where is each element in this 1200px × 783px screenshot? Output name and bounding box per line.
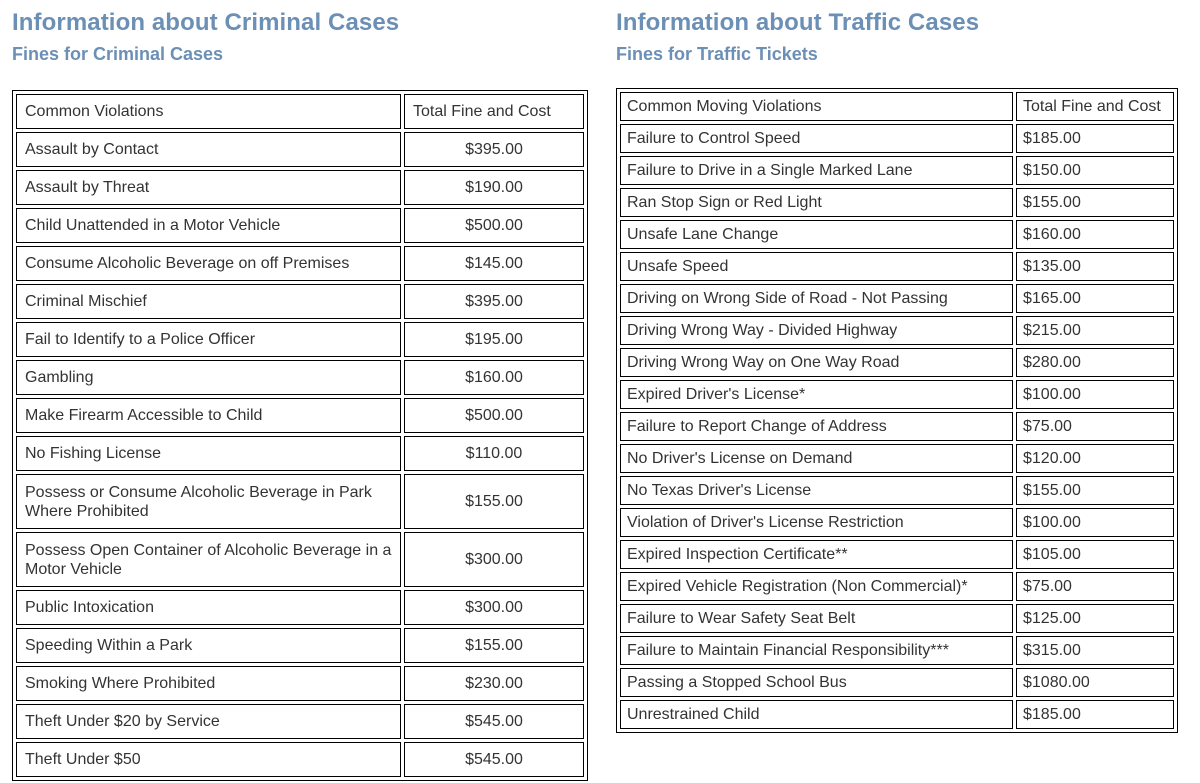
fine-cell: $230.00 — [404, 666, 584, 701]
fine-cell: $135.00 — [1016, 252, 1174, 281]
table-row — [620, 252, 1174, 281]
table-row — [16, 742, 584, 777]
table-row — [16, 666, 584, 701]
violation-cell: Unrestrained Child — [620, 700, 1013, 729]
fine-cell: $185.00 — [1016, 124, 1174, 153]
table-row — [16, 360, 584, 395]
violation-cell: Expired Inspection Certificate** — [620, 540, 1013, 569]
fine-cell: $160.00 — [1016, 220, 1174, 249]
fine-cell: $545.00 — [404, 704, 584, 739]
table-row — [620, 572, 1174, 601]
criminal-fines-subheading: Fines for Criminal Cases — [12, 44, 224, 64]
violation-cell: No Fishing License — [16, 436, 401, 471]
violation-cell: Fail to Identify to a Police Officer — [16, 322, 401, 357]
table-row — [620, 636, 1174, 665]
table-row — [16, 590, 584, 625]
table-row — [620, 540, 1174, 569]
table-row — [620, 444, 1174, 473]
table-header-row — [16, 94, 584, 129]
column-header-fine: Total Fine and Cost — [404, 94, 584, 129]
table-row — [620, 604, 1174, 633]
table-row — [620, 476, 1174, 505]
table-row — [620, 124, 1174, 153]
traffic-fines-table — [616, 88, 1178, 733]
violation-cell: No Texas Driver's License — [620, 476, 1013, 505]
table-row — [620, 348, 1174, 377]
table-row — [620, 380, 1174, 409]
criminal-cases-heading: Information about Criminal Cases — [12, 9, 400, 36]
violation-cell: Expired Driver's License* — [620, 380, 1013, 409]
violation-cell: Failure to Maintain Financial Responsibility*** — [620, 636, 1013, 665]
fine-cell: $125.00 — [1016, 604, 1174, 633]
fine-cell: $150.00 — [1016, 156, 1174, 185]
violation-cell: Passing a Stopped School Bus — [620, 668, 1013, 697]
table-row — [16, 322, 584, 357]
column-header-violation: Common Violations — [16, 94, 401, 129]
violation-cell: Violation of Driver's License Restriction — [620, 508, 1013, 537]
table-row — [16, 170, 584, 205]
violation-cell: Failure to Wear Safety Seat Belt — [620, 604, 1013, 633]
fine-cell: $395.00 — [404, 284, 584, 319]
table-row — [16, 704, 584, 739]
violation-cell: Possess Open Container of Alcoholic Beverage in a Motor Vehicle — [16, 532, 401, 587]
table-row — [16, 208, 584, 243]
traffic-cases-section — [616, 0, 1178, 723]
violation-cell: Failure to Report Change of Address — [620, 412, 1013, 441]
fine-cell: $100.00 — [1016, 380, 1174, 409]
fine-cell: $195.00 — [404, 322, 584, 357]
table-row — [620, 284, 1174, 313]
table-header-row — [620, 92, 1174, 121]
fine-cell: $185.00 — [1016, 700, 1174, 729]
column-header-fine: Total Fine and Cost — [1016, 92, 1174, 121]
violation-cell: Consume Alcoholic Beverage on off Premises — [16, 246, 401, 281]
fine-cell: $75.00 — [1016, 412, 1174, 441]
fine-cell: $155.00 — [404, 628, 584, 663]
violation-cell: Criminal Mischief — [16, 284, 401, 319]
violation-cell: Smoking Where Prohibited — [16, 666, 401, 701]
fine-cell: $100.00 — [1016, 508, 1174, 537]
table-row — [16, 628, 584, 663]
fine-cell: $500.00 — [404, 398, 584, 433]
table-row — [620, 700, 1174, 729]
traffic-cases-heading: Information about Traffic Cases — [616, 9, 980, 36]
fine-cell: $105.00 — [1016, 540, 1174, 569]
violation-cell: No Driver's License on Demand — [620, 444, 1013, 473]
violation-cell: Unsafe Lane Change — [620, 220, 1013, 249]
fine-cell: $190.00 — [404, 170, 584, 205]
fine-cell: $545.00 — [404, 742, 584, 777]
table-row — [620, 188, 1174, 217]
column-header-violation: Common Moving Violations — [620, 92, 1013, 121]
table-row — [620, 668, 1174, 697]
fine-cell: $315.00 — [1016, 636, 1174, 665]
table-row — [16, 246, 584, 281]
fine-cell: $155.00 — [404, 474, 584, 529]
violation-cell: Driving Wrong Way on One Way Road — [620, 348, 1013, 377]
violation-cell: Child Unattended in a Motor Vehicle — [16, 208, 401, 243]
table-row — [16, 474, 584, 529]
violation-cell: Failure to Drive in a Single Marked Lane — [620, 156, 1013, 185]
fine-cell: $280.00 — [1016, 348, 1174, 377]
violation-cell: Driving Wrong Way - Divided Highway — [620, 316, 1013, 345]
violation-cell: Theft Under $20 by Service — [16, 704, 401, 739]
violation-cell: Gambling — [16, 360, 401, 395]
violation-cell: Ran Stop Sign or Red Light — [620, 188, 1013, 217]
violation-cell: Theft Under $50 — [16, 742, 401, 777]
violation-cell: Assault by Contact — [16, 132, 401, 167]
fine-cell: $1080.00 — [1016, 668, 1174, 697]
violation-cell: Possess or Consume Alcoholic Beverage in Park Where Prohibited — [16, 474, 401, 529]
table-row — [16, 436, 584, 471]
violation-cell: Expired Vehicle Registration (Non Commercial)* — [620, 572, 1013, 601]
table-row — [16, 532, 584, 587]
fine-cell: $500.00 — [404, 208, 584, 243]
fine-cell: $215.00 — [1016, 316, 1174, 345]
table-row — [620, 220, 1174, 249]
violation-cell: Unsafe Speed — [620, 252, 1013, 281]
table-row — [620, 156, 1174, 185]
violation-cell: Assault by Threat — [16, 170, 401, 205]
table-row — [16, 132, 584, 167]
criminal-cases-section — [12, 0, 590, 768]
fine-cell: $395.00 — [404, 132, 584, 167]
table-row — [16, 284, 584, 319]
violation-cell: Failure to Control Speed — [620, 124, 1013, 153]
traffic-fines-subheading: Fines for Traffic Tickets — [616, 44, 818, 64]
violation-cell: Make Firearm Accessible to Child — [16, 398, 401, 433]
table-row — [620, 316, 1174, 345]
violation-cell: Speeding Within a Park — [16, 628, 401, 663]
fine-cell: $145.00 — [404, 246, 584, 281]
fine-cell: $120.00 — [1016, 444, 1174, 473]
table-row — [16, 398, 584, 433]
table-row — [620, 508, 1174, 537]
fine-cell: $110.00 — [404, 436, 584, 471]
fine-cell: $155.00 — [1016, 188, 1174, 217]
fine-cell: $160.00 — [404, 360, 584, 395]
fine-cell: $300.00 — [404, 590, 584, 625]
criminal-fines-table — [12, 90, 588, 781]
fine-cell: $75.00 — [1016, 572, 1174, 601]
fine-cell: $155.00 — [1016, 476, 1174, 505]
fine-cell: $300.00 — [404, 532, 584, 587]
fine-cell: $165.00 — [1016, 284, 1174, 313]
table-row — [620, 412, 1174, 441]
violation-cell: Driving on Wrong Side of Road - Not Passing — [620, 284, 1013, 313]
violation-cell: Public Intoxication — [16, 590, 401, 625]
